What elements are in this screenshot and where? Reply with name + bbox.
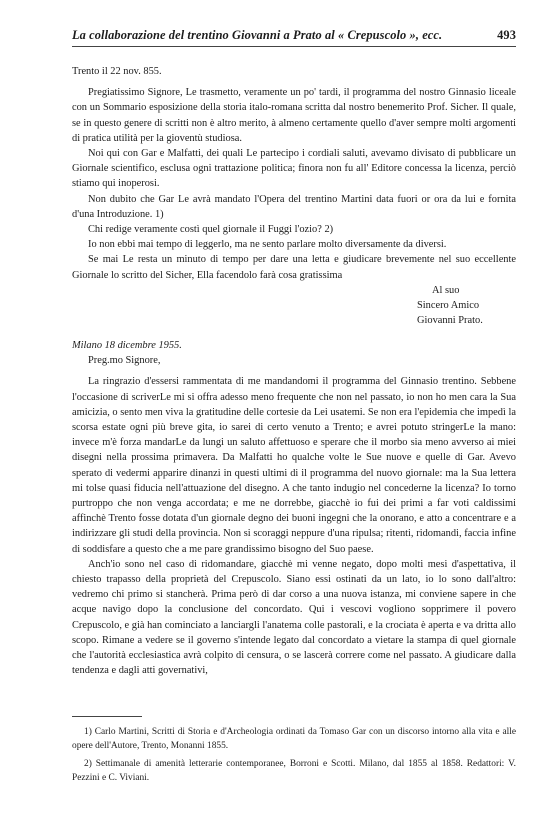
letter-1-paragraph: Chi redige veramente costì quel giornale il Fuggi l'ozio? 2) (88, 224, 334, 236)
letter-prato (72, 64, 516, 328)
closing-line: Al suo (432, 284, 460, 296)
header-rule (72, 46, 516, 47)
running-title: La collaborazione del trentino Giovanni a Prato al « Crepuscolo », ecc. (72, 28, 443, 42)
running-header (72, 28, 516, 43)
letter-1-paragraph: Se mai Le resta un minuto di tempo per dare una letta e giudicare brevemente nel suo eccellente Giornale lo scritto del Sicher, Ella facendolo farà cosa gratissima (72, 254, 516, 281)
footnote: 2) Settimanale di amenità letterarie contemporanee, Borroni e Scotti. Milano, dal 1855 al 1858. Redattori: V. Pezzini e C. Viviani. (72, 758, 516, 784)
letter-2-dateline: Milano 18 dicembre 1955. (72, 340, 182, 351)
letter-2-paragraph: Anch'io sono nel caso di ridomandare, giacchè mi venne negato, dopo molti mesi d'aspettativa, il chiesto trapasso della proprietà del Crepuscolo. Siano essi ostinati da un lato, io lo sono dall'altro: vedremo chi primo si stancherà. Prima però di dar corso a una nuova istanza, mi conviene sapere in che acque navigo dopo la conclusione del concordato. Qui i vescovi vogliono sopprimere il povero Crepuscolo, e già han cominciato a lanciargli l'anatema colle pastorali, e la crociata è aperta e va dritta allo scopo. Rimane a vedere se il governo s'intende legato dal concordato a vietare la stampa di quel giornale che l'autorità ecclesiastica avrà colpito di censura, o se lascerà correre come nel passato. A giudicare dalla tendenza e dagli atti governativi, (72, 558, 516, 677)
letter-1-paragraph: Noi qui con Gar e Malfatti, dei quali Le partecipo i cordiali saluti, avevamo divisato di pubblicare un Giornale scientifico, esclusa ogni trattazione politica; finora non fu all' Editore concessa la licenza, perciò stiamo qui inoperosi. (72, 148, 516, 190)
letter-1-paragraph: Non dubito che Gar Le avrà mandato l'Opera del trentino Martini data fuori or ora da lui e fornita d'una Introduzione. 1) (72, 193, 516, 220)
page-number: 493 (497, 28, 516, 42)
footnote-rule (72, 716, 142, 717)
letter-1-dateline: Trento il 22 nov. 855. (72, 66, 162, 77)
letter-1-paragraph: Pregiatissimo Signore, Le trasmetto, veramente un po' tardi, il programma del nostro Ginnasio liceale con un Sommario esposizione della storia italo-romana scritta dal nostro benemerito Prof. Sicher. Il quale, se in questo genere di scritti non è altro merito, à almeno certamente quello d'aver sempre molti argomenti di pratica utilità per la gioventù studiosa. (72, 87, 516, 144)
footnotes (72, 725, 516, 789)
closing-line: Sincero Amico (417, 300, 480, 312)
letter-2-salutation: Preg.mo Signore, (88, 355, 161, 367)
letter-reply (72, 338, 516, 678)
signature: Giovanni Prato. (417, 315, 483, 327)
footnote: 1) Carlo Martini, Scritti di Storia e d'Archeologia ordinati da Tomaso Gar con un discorso intorno alla vita e alle opere dell'Autore, Trento, Monanni 1855. (72, 727, 516, 752)
letter-1-paragraph: Io non ebbi mai tempo di leggerlo, ma ne sento parlare molto diversamente da diversi. (88, 239, 447, 251)
letter-2-paragraph: La ringrazio d'essersi rammentata di me mandandomi il programma del Ginnasio trentino. Sebbene l'occasione di scriverLe mi si offra adesso meno frequente che non nel passato, io non ho men cara la Sua amicizia, o sento men viva la gratitudine delle cortesie da Lei usatemi. Se non era l'epidemia che impedì la scorsa estate ogni più breve gita, io sarei di certo venuto a Trento; e avrei potuto stringerLe la mano: invece m'è forza mandarLe da lungi un saluto affettuoso e sperare che il morbo sia meno avverso ai miei disegni nella prossima primavera. Da Malfatti ho qualche volte le Sue nuove e quelle di Gar. Avevo sperato di vedermi apparire dinanzi in questi ultimi di il programma del nuovo giornale: ma la Sua lettera mi tolse quasi fiducia nell'attuazione del disegno. A che tanto indugio nel concederne la licenza? Io torno purtroppo che non venga accordata; e me ne dorrebbe, giacchè io fui dei primi a far voti caldissimi affinchè Trento fosse dotata d'un giornale degno dei buoni ingegni che la onorano, e atto a concentrare e a indirizzare gli studi della provincia. Non si scoraggi neppure d'una ripulsa; ritenti, ridomandi, faccia infine di soddisfare a questo che a me pare grandissimo bisogno del Suo paese. (72, 376, 516, 555)
